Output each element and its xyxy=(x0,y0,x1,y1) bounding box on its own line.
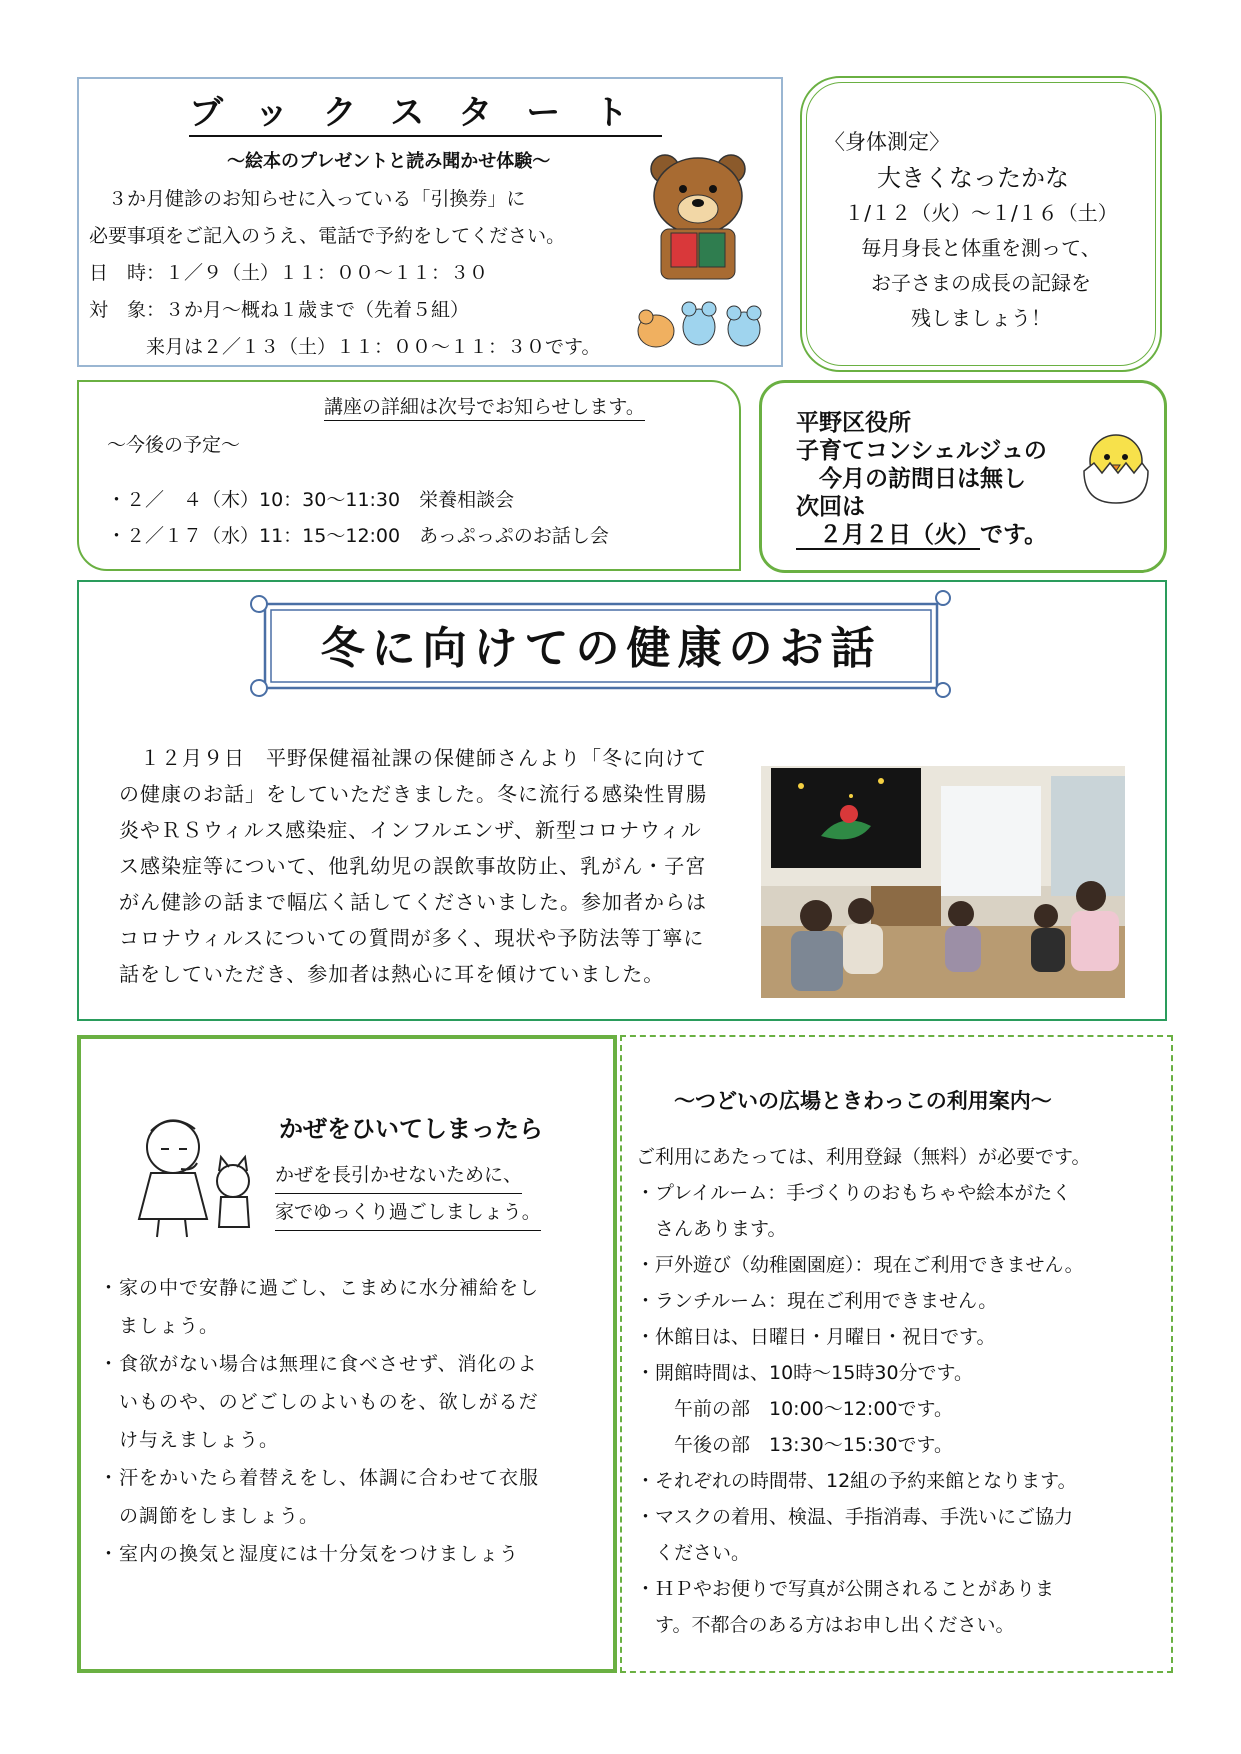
measurement-line: お子さまの成長の記録を xyxy=(871,271,1091,295)
measurement-box xyxy=(800,76,1162,372)
usage-line: ・ＨＰやお便りで写真が公開されることがありま xyxy=(636,1578,1055,1600)
usage-line: ・戸外遊び（幼稚園園庭）：現在ご利用できません。 xyxy=(636,1254,1084,1276)
usage-line: 午前の部 10:00～12:00です。 xyxy=(636,1398,953,1420)
concierge-date: ２月２日（火） xyxy=(796,522,980,548)
usage-line: ・休館日は、日曜日・月曜日・祝日です。 xyxy=(636,1326,996,1348)
cold-care-subtitle xyxy=(275,1157,541,1231)
cold-line: の調節をしましょう。 xyxy=(99,1505,320,1527)
mice-icon xyxy=(634,289,779,359)
usage-line: さんあります。 xyxy=(636,1218,787,1240)
cold-sub-line: かぜを長引かせないために、 xyxy=(275,1157,522,1194)
schedule-note: 講座の詳細は次号でお知らせします。 xyxy=(324,392,645,421)
winter-health-box xyxy=(77,580,1167,1021)
schedule-heading: ～今後の予定～ xyxy=(107,434,241,456)
usage-line: ください。 xyxy=(636,1542,751,1564)
usage-line: ・それぞれの時間帯、12組の予約来館となります。 xyxy=(636,1470,1077,1492)
bookstart-line: 日 時：１／９（土）１１：００～１１：３０ xyxy=(89,262,489,284)
usage-line: ・プレイルーム：手づくりのおもちゃや絵本がたく xyxy=(636,1182,1072,1204)
cold-line: ・家の中で安静に過ごし、こまめに水分補給をし xyxy=(99,1277,540,1299)
schedule-list xyxy=(107,482,609,554)
usage-line: ・ランチルーム：現在ご利用できません。 xyxy=(636,1290,998,1312)
measurement-line: 残しましょう！ xyxy=(911,306,1051,330)
schedule-item: ・２／１７（水）11：15～12:00 あっぷっぷのお話し会 xyxy=(107,525,609,547)
concierge-line: 子育てコンシェルジュの xyxy=(796,438,1047,464)
winter-line: ス感染症等について、他乳幼児の誤飲事故防止、乳がん・子宮 xyxy=(119,854,707,878)
measurement-subheading: 大きくなったかな xyxy=(877,164,1069,192)
usage-line: ・マスクの着用、検温、手指消毒、手洗いにご協力 xyxy=(636,1506,1074,1528)
usage-line: 午後の部 13:30～15:30です。 xyxy=(636,1434,953,1456)
winter-line: の健康のお話」をしていただきました。冬に流行る感染性胃腸 xyxy=(119,782,707,806)
winter-line: １２月９日 平野保健福祉課の保健師さんより「冬に向けて xyxy=(119,746,707,770)
schedule-item: ・２／ ４（木）10：30～11:30 栄養相談会 xyxy=(107,489,515,511)
cold-care-title: かぜをひいてしまったら xyxy=(279,1115,543,1143)
cold-line: ・食欲がない場合は無理に食べさせず、消化のよ xyxy=(99,1353,538,1375)
chick-in-egg-icon xyxy=(1078,427,1154,507)
measurement-heading: 〈身体測定〉 xyxy=(824,130,950,154)
child-with-cat-icon xyxy=(121,1109,271,1249)
event-photo xyxy=(761,766,1125,998)
concierge-text xyxy=(796,409,1047,549)
measurement-body xyxy=(802,196,1160,336)
cold-line: ・室内の換気と湿度には十分気をつけましょう xyxy=(99,1543,520,1565)
cold-line: ましょう。 xyxy=(99,1315,220,1337)
winter-health-title: 冬に向けての健康のお話 xyxy=(320,623,882,674)
concierge-box xyxy=(759,380,1167,573)
usage-line: す。不都合のある方はお申し出ください。 xyxy=(636,1614,1015,1636)
winter-line: 炎やＲＳウィルス感染症、インフルエンザ、新型コロナウィル xyxy=(119,818,702,842)
usage-line: ご利用にあたっては、利用登録（無料）が必要です。 xyxy=(636,1146,1091,1168)
concierge-line: 今月の訪問日は無し xyxy=(796,466,1026,492)
usage-line: ・開館時間は、10時～15時30分です。 xyxy=(636,1362,974,1384)
usage-guide-title: ～つどいの広場ときわっこの利用案内～ xyxy=(674,1089,1052,1113)
concierge-line: 平野区役所 xyxy=(796,410,911,436)
concierge-next-date-line xyxy=(796,521,1047,549)
cold-care-body xyxy=(99,1269,539,1573)
measurement-line: 毎月身長と体重を測って、 xyxy=(861,236,1101,260)
bookstart-line: ３か月健診のお知らせに入っている「引換券」に xyxy=(89,188,526,210)
winter-line: がん健診の話まで幅広く話してくださいました。参加者からは xyxy=(119,890,707,914)
winter-line: コロナウィルスについての質問が多く、現状や予防法等丁寧に xyxy=(119,926,705,950)
cold-sub-line: 家でゆっくり過ごしましょう。 xyxy=(275,1194,541,1231)
bookstart-body xyxy=(89,181,600,366)
winter-health-body xyxy=(119,740,707,992)
bookstart-subtitle: ～絵本のプレゼントと読み聞かせ体験～ xyxy=(227,151,551,172)
measurement-line: １/１２（火）～１/１６（土） xyxy=(844,201,1118,225)
cold-line: いものや、のどごしのよいものを、欲しがるだ xyxy=(99,1391,539,1413)
cold-line: ・汗をかいたら着替えをし、体調に合わせて衣服 xyxy=(99,1467,540,1489)
usage-guide-body xyxy=(636,1139,1090,1643)
bookstart-line: 対 象：３か月～概ね１歳まで（先着５組） xyxy=(89,299,470,321)
cold-care-box xyxy=(77,1035,617,1673)
bookstart-title: ブックスタート xyxy=(189,93,662,137)
cold-line: け与えましょう。 xyxy=(99,1429,280,1451)
usage-guide-box xyxy=(620,1035,1173,1673)
bookstart-box xyxy=(77,77,783,367)
concierge-suffix: です。 xyxy=(980,522,1048,548)
bookstart-line: 来月は２／１３（土）１１：００～１１：３０です。 xyxy=(89,336,601,358)
schedule-box xyxy=(77,380,741,571)
concierge-line: 次回は xyxy=(796,494,865,520)
winter-line: 話をしていただき、参加者は熱心に耳を傾けていました。 xyxy=(119,962,665,986)
bookstart-line: 必要事項をご記入のうえ、電話で予約をしてください。 xyxy=(89,225,566,247)
bear-reading-icon xyxy=(643,151,763,301)
